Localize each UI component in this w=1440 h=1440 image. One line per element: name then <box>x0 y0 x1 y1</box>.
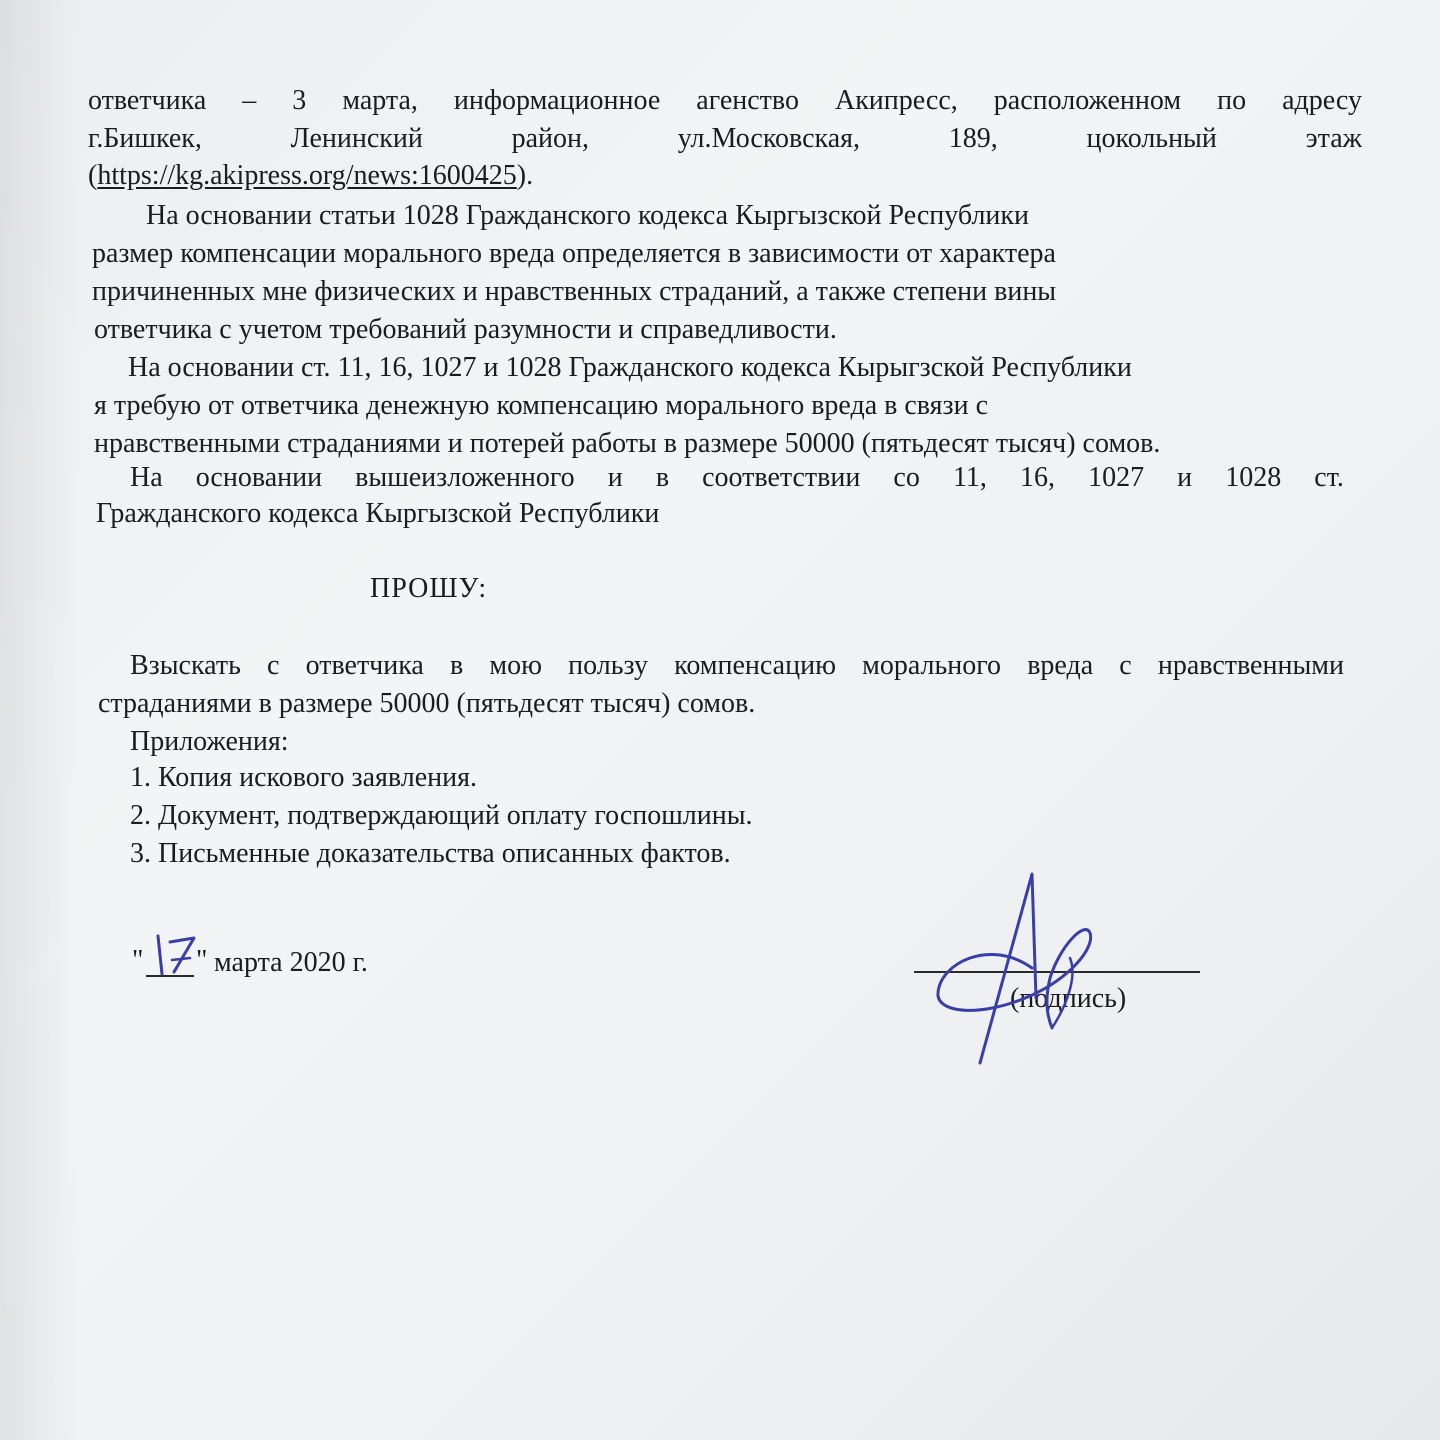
word: 189, <box>948 123 998 154</box>
word: адресу <box>1282 85 1362 116</box>
word: с <box>267 650 280 681</box>
para2-line-1: На основании ст. 11, 16, 1027 и 1028 Гражданского кодекса Кырыгзской Республики <box>128 352 1132 383</box>
word: в <box>450 650 464 681</box>
attachment-item: 3. Письменные доказательства описанных фактов. <box>130 838 731 869</box>
word: информационное <box>453 85 661 116</box>
word: Взыскать <box>130 650 241 681</box>
attachments-title: Приложения: <box>130 726 289 757</box>
page-shadow <box>0 0 80 1440</box>
word: 3 <box>292 85 307 116</box>
para2-line-3: нравственными страданиями и потерей работы в размере 50000 (пятьдесят тысяч) сомов. <box>94 428 1161 459</box>
para3-line-1 <box>130 461 1344 495</box>
word: ул.Московская, <box>677 123 860 154</box>
word: агенство <box>696 85 799 116</box>
word: ответчика <box>305 650 424 681</box>
paren-open: ( <box>88 160 98 191</box>
word: соответствии <box>702 462 861 493</box>
word: пользу <box>568 650 648 681</box>
paren-close: ). <box>516 160 534 191</box>
request-line-2: страданиями в размере 50000 (пятьдесят тысяч) сомов. <box>98 688 756 719</box>
signature-caption: (подпись) <box>1010 983 1127 1014</box>
para1-line-2: размер компенсации морального вреда определяется в зависимости от характера <box>92 238 1056 269</box>
word: марта, <box>342 85 418 116</box>
attachment-item: 2. Документ, подтверждающий оплату госпошлины. <box>130 800 753 831</box>
para2-line-2: я требую от ответчика денежную компенсацию морального вреда в связи с <box>94 390 989 421</box>
word: 16, <box>1019 462 1055 493</box>
word: мою <box>489 650 543 681</box>
word: На <box>130 462 163 493</box>
word: 11, <box>952 462 987 493</box>
word: нравственными <box>1157 650 1344 681</box>
attachment-item: 1. Копия искового заявления. <box>130 762 478 793</box>
para1-line-1: На основании статьи 1028 Гражданского кодекса Кыргызской Республики <box>146 200 1029 231</box>
word: – <box>242 85 257 116</box>
word: цокольный <box>1086 123 1217 154</box>
text-line-1 <box>88 84 1362 118</box>
word: этаж <box>1305 123 1362 154</box>
request-line-1 <box>130 649 1344 683</box>
word: основании <box>195 462 323 493</box>
word: район, <box>511 123 590 154</box>
news-url-link[interactable]: https://kg.akipress.org/news:1600425 <box>97 160 517 191</box>
word: компенсацию <box>674 650 836 681</box>
word: г.Бишкек, <box>88 123 202 154</box>
para1-line-4: ответчика с учетом требований разумности и справедливости. <box>94 314 837 345</box>
handwritten-signature <box>920 868 1140 1078</box>
word: Ленинский <box>290 123 423 154</box>
word: и <box>1177 462 1193 493</box>
date-month-year: марта 2020 г. <box>214 947 368 978</box>
date-open-quote: " <box>132 945 144 976</box>
text-line-2 <box>88 122 1362 156</box>
para1-line-3: причиненных мне физических и нравственных страданий, а также степени вины <box>92 276 1057 307</box>
request-heading: ПРОШУ: <box>370 573 488 604</box>
word: по <box>1217 85 1247 116</box>
text-line-3 <box>88 159 533 193</box>
word: в <box>655 462 670 493</box>
para3-line-2: Гражданского кодекса Кыргызской Республики <box>96 498 660 529</box>
word: морального <box>862 650 1002 681</box>
word: с <box>1119 650 1132 681</box>
word: вышеизложенного <box>355 462 575 493</box>
date-close-quote: " <box>196 945 208 976</box>
word: Акипресс, <box>834 85 958 116</box>
word: 1027 <box>1088 462 1145 493</box>
word: 1028 <box>1225 462 1282 493</box>
word: и <box>607 462 623 493</box>
word: со <box>893 462 920 493</box>
word: ответчика <box>88 85 207 116</box>
word: вреда <box>1027 650 1094 681</box>
word: расположенном <box>993 85 1182 116</box>
word: ст. <box>1314 462 1344 493</box>
